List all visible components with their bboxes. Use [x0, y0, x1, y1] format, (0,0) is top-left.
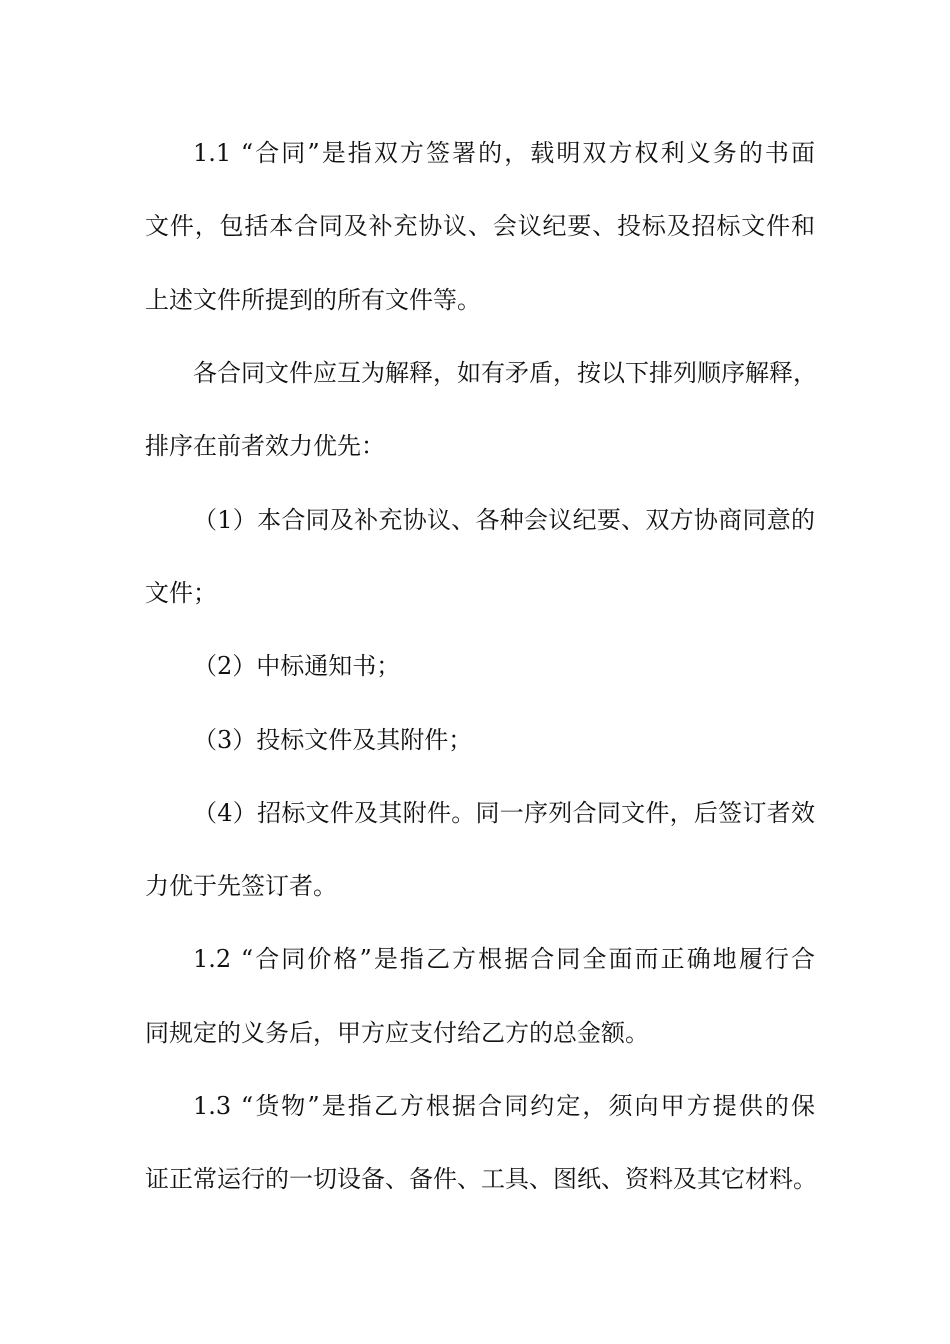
paragraph-1-3-line-1: 1.3 “货物”是指乙方根据合同约定，须向甲方提供的保 — [193, 1092, 815, 1120]
precedence-paragraph-line-1: 各合同文件应互为解释，如有矛盾，按以下排列顺序解释， — [193, 359, 817, 387]
list-item-1-line-2: 文件； — [145, 579, 217, 607]
paragraph-1-1-line-1: 1.1 “合同”是指双方签署的，载明双方权利义务的书面 — [193, 139, 815, 167]
precedence-paragraph-line-2: 排序在前者效力优先： — [145, 432, 385, 460]
paragraph-1-2-line-1: 1.2 “合同价格”是指乙方根据合同全面而正确地履行合 — [193, 945, 815, 973]
paragraph-1-1-line-3: 上述文件所提到的所有文件等。 — [145, 286, 481, 314]
paragraph-1-3-line-2: 证正常运行的一切设备、备件、工具、图纸、资料及其它材料。 — [145, 1165, 817, 1193]
paragraph-1-2-line-2: 同规定的义务后，甲方应支付给乙方的总金额。 — [145, 1019, 649, 1047]
list-item-1-line-1: （1）本合同及补充协议、各种会议纪要、双方协商同意的 — [193, 506, 815, 534]
list-item-2: （2）中标通知书； — [193, 652, 401, 680]
list-item-4-line-1: （4）招标文件及其附件。同一序列合同文件，后签订者效 — [193, 799, 815, 827]
paragraph-1-1-line-2: 文件，包括本合同及补充协议、会议纪要、投标及招标文件和 — [145, 212, 815, 240]
list-item-3: （3）投标文件及其附件； — [193, 726, 473, 754]
list-item-4-line-2: 力优于先签订者。 — [145, 872, 337, 900]
